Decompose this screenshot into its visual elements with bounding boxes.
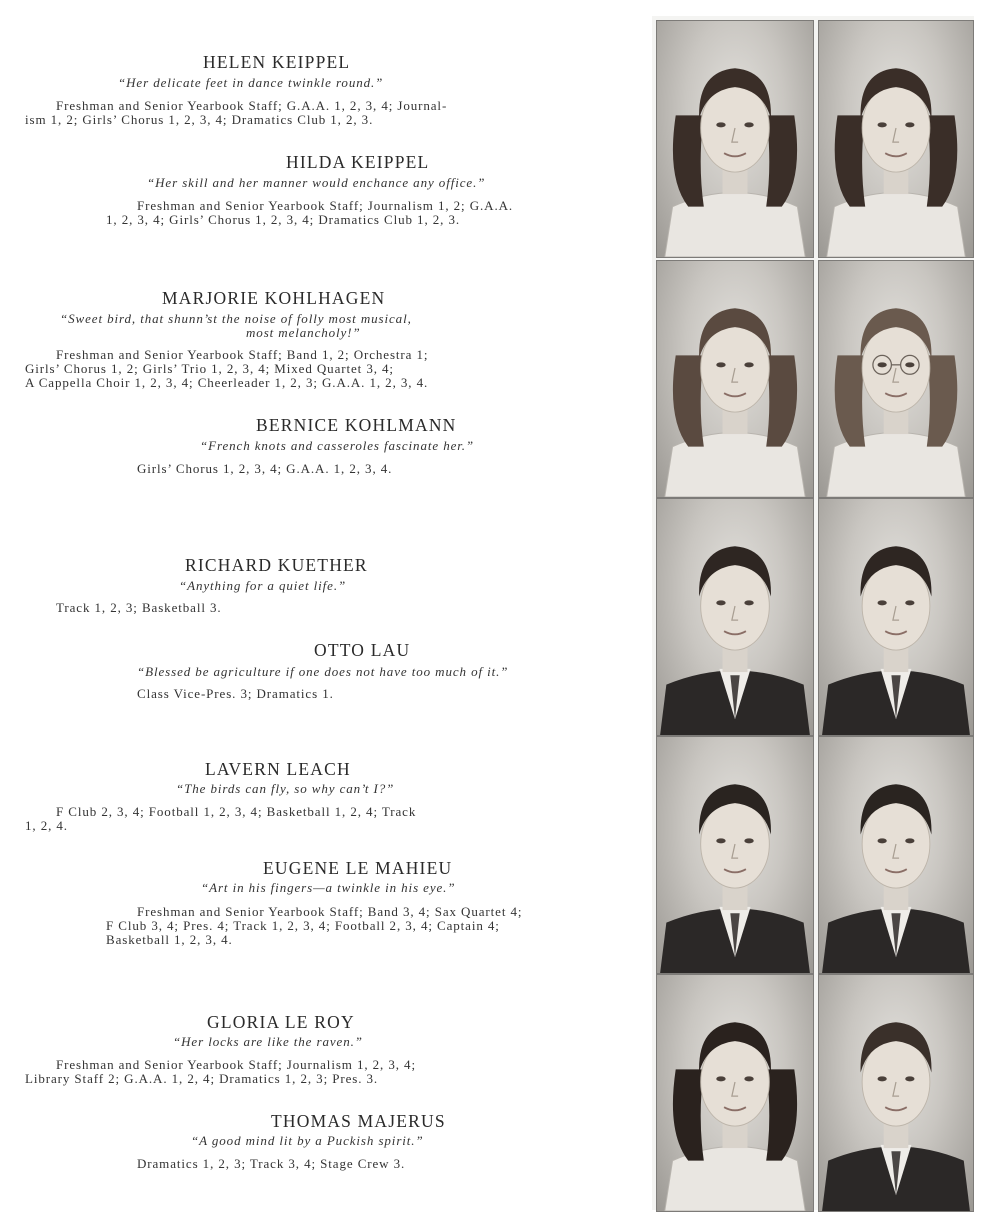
student-quote: “French knots and casseroles fascinate her.” — [200, 438, 475, 453]
student-portrait — [656, 498, 814, 736]
portrait-column — [652, 16, 974, 1210]
student-activities: F Club 2, 3, 4; Football 1, 2, 3, 4; Basketball 1, 2, 4; Track — [56, 804, 417, 819]
student-activities: ism 1, 2; Girls’ Chorus 1, 2, 3, 4; Dramatics Club 1, 2, 3. — [25, 112, 374, 127]
student-activities: F Club 3, 4; Pres. 4; Track 1, 2, 3, 4; Football 2, 3, 4; Captain 4; — [106, 918, 500, 933]
student-quote: “Her skill and her manner would enchance any office.” — [147, 175, 486, 190]
student-activities: Freshman and Senior Yearbook Staff; Journalism 1, 2; G.A.A. — [137, 198, 514, 213]
student-portrait — [656, 260, 814, 498]
student-activities: A Cappella Choir 1, 2, 3, 4; Cheerleader 1, 2, 3; G.A.A. 1, 2, 3, 4. — [25, 375, 429, 390]
student-name: BERNICE KOHLMANN — [256, 415, 457, 435]
student-quote: “Art in his fingers—a twinkle in his eye.” — [201, 880, 456, 895]
student-portrait — [818, 20, 974, 258]
student-quote: “A good mind lit by a Puckish spirit.” — [191, 1133, 424, 1148]
student-quote: most melancholy!” — [246, 325, 361, 340]
student-activities: Dramatics 1, 2, 3; Track 3, 4; Stage Crew 3. — [137, 1156, 406, 1171]
student-portrait — [818, 736, 974, 974]
student-activities: Freshman and Senior Yearbook Staff; Band 1, 2; Orchestra 1; — [56, 347, 429, 362]
student-quote: “Her locks are like the raven.” — [173, 1034, 363, 1049]
student-activities: Class Vice-Pres. 3; Dramatics 1. — [137, 686, 334, 701]
student-name: LAVERN LEACH — [205, 759, 351, 779]
student-activities: 1, 2, 3, 4; Girls’ Chorus 1, 2, 3, 4; Dramatics Club 1, 2, 3. — [106, 212, 461, 227]
student-name: HELEN KEIPPEL — [203, 52, 351, 72]
student-activities: Library Staff 2; G.A.A. 1, 2, 4; Dramatics 1, 2, 3; Pres. 3. — [25, 1071, 379, 1086]
student-activities: Girls’ Chorus 1, 2, 3, 4; G.A.A. 1, 2, 3, 4. — [137, 461, 393, 476]
student-name: GLORIA LE ROY — [207, 1012, 355, 1032]
student-activities: Track 1, 2, 3; Basketball 3. — [56, 600, 222, 615]
student-quote: “Her delicate feet in dance twinkle round.” — [118, 75, 384, 90]
student-portrait — [818, 498, 974, 736]
student-activities: Freshman and Senior Yearbook Staff; Band 3, 4; Sax Quartet 4; — [137, 904, 523, 919]
student-quote: “Anything for a quiet life.” — [179, 578, 347, 593]
student-portrait — [818, 974, 974, 1212]
student-name: EUGENE LE MAHIEU — [263, 858, 453, 878]
student-portrait — [656, 974, 814, 1212]
student-name: MARJORIE KOHLHAGEN — [162, 288, 386, 308]
student-portrait — [656, 20, 814, 258]
student-portrait — [818, 260, 974, 498]
student-quote: “Sweet bird, that shunn’st the noise of folly most musical, — [60, 311, 412, 326]
student-activities: 1, 2, 4. — [25, 818, 68, 833]
student-name: THOMAS MAJERUS — [271, 1111, 446, 1131]
student-activities: Freshman and Senior Yearbook Staff; Journalism 1, 2, 3, 4; — [56, 1057, 416, 1072]
student-activities: Girls’ Chorus 1, 2; Girls’ Trio 1, 2, 3, 4; Mixed Quartet 3, 4; — [25, 361, 394, 376]
student-activities: Freshman and Senior Yearbook Staff; G.A.A. 1, 2, 3, 4; Journal- — [56, 98, 448, 113]
student-activities: Basketball 1, 2, 3, 4. — [106, 932, 233, 947]
student-name: OTTO LAU — [314, 640, 411, 660]
student-portrait — [656, 736, 814, 974]
student-quote: “Blessed be agriculture if one does not have too much of it.” — [137, 664, 509, 679]
student-quote: “The birds can fly, so why can’t I?” — [176, 781, 395, 796]
student-name: RICHARD KUETHER — [185, 555, 368, 575]
student-name: HILDA KEIPPEL — [286, 152, 430, 172]
